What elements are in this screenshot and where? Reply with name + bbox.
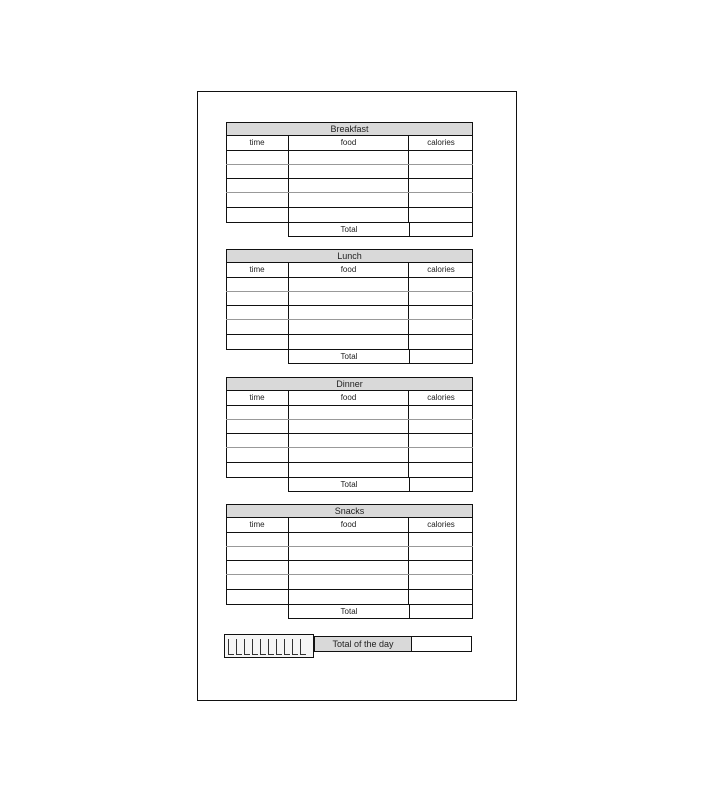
- meal-section-lunch: [226, 249, 473, 364]
- entry-row[interactable]: [226, 164, 473, 165]
- grid-line: [409, 605, 410, 618]
- grid-line: [472, 391, 473, 477]
- grid-line: [409, 223, 410, 236]
- column-header-calories: calories: [427, 520, 455, 529]
- column-header-row: [226, 391, 473, 406]
- grid-line: [226, 518, 227, 604]
- entry-row[interactable]: [226, 462, 473, 463]
- entry-row[interactable]: [226, 319, 473, 320]
- grid-line: [226, 263, 227, 349]
- grid-line: [409, 478, 410, 491]
- tick-mark: [292, 639, 298, 655]
- grid-line: [472, 263, 473, 349]
- entry-row[interactable]: [226, 207, 473, 208]
- grid-line: [226, 391, 227, 477]
- tick-mark: [300, 639, 306, 655]
- meal-title: Lunch: [226, 249, 473, 263]
- entry-row[interactable]: [226, 291, 473, 292]
- total-label: Total: [340, 607, 358, 616]
- total-label: Total: [340, 352, 358, 361]
- total-row: [288, 349, 473, 364]
- meal-section-snacks: [226, 504, 473, 619]
- entry-row[interactable]: [226, 178, 473, 179]
- tick-mark: [228, 639, 234, 655]
- grid-line: [408, 518, 409, 604]
- tick-mark: [284, 639, 290, 655]
- total-row: [288, 222, 473, 237]
- day-total-label: Total of the day: [314, 636, 412, 652]
- column-header-food: food: [340, 393, 357, 402]
- grid-line: [408, 136, 409, 222]
- tick-mark: [252, 639, 258, 655]
- column-header-calories: calories: [427, 393, 455, 402]
- entry-row[interactable]: [226, 546, 473, 547]
- grid-line: [288, 263, 289, 349]
- meal-grid: [226, 391, 473, 492]
- grid-line: [472, 518, 473, 604]
- meal-grid: [226, 136, 473, 237]
- meal-section-breakfast: [226, 122, 473, 237]
- meal-title: Breakfast: [226, 122, 473, 136]
- meal-grid: [226, 518, 473, 619]
- column-header-row: [226, 518, 473, 533]
- entry-row[interactable]: [226, 560, 473, 561]
- entry-row[interactable]: [226, 574, 473, 575]
- grid-line: [226, 136, 227, 222]
- day-total-value-field[interactable]: [412, 636, 472, 652]
- total-label: Total: [340, 225, 358, 234]
- column-header-food: food: [340, 520, 357, 529]
- column-header-time: time: [249, 393, 265, 402]
- entry-row[interactable]: [226, 589, 473, 590]
- total-label: Total: [340, 480, 358, 489]
- decorative-tick-strip: [224, 634, 314, 658]
- total-row: [288, 604, 473, 619]
- column-header-time: time: [249, 138, 265, 147]
- tick-mark: [260, 639, 266, 655]
- column-header-row: [226, 263, 473, 278]
- column-header-food: food: [340, 138, 357, 147]
- grid-line: [288, 518, 289, 604]
- tick-mark: [236, 639, 242, 655]
- day-total-row: [224, 634, 472, 658]
- entry-row[interactable]: [226, 334, 473, 335]
- grid-line: [472, 136, 473, 222]
- meal-title: Snacks: [226, 504, 473, 518]
- total-row: [288, 477, 473, 492]
- entry-row[interactable]: [226, 305, 473, 306]
- column-header-calories: calories: [427, 138, 455, 147]
- entry-row[interactable]: [226, 433, 473, 434]
- grid-line: [409, 350, 410, 363]
- grid-line: [408, 391, 409, 477]
- log-page: [197, 91, 517, 701]
- tick-mark: [276, 639, 282, 655]
- tick-mark: [244, 639, 250, 655]
- column-header-time: time: [249, 520, 265, 529]
- column-header-time: time: [249, 265, 265, 274]
- grid-line: [288, 136, 289, 222]
- column-header-food: food: [340, 265, 357, 274]
- entry-row[interactable]: [226, 192, 473, 193]
- tick-mark: [268, 639, 274, 655]
- meal-title: Dinner: [226, 377, 473, 391]
- column-header-calories: calories: [427, 265, 455, 274]
- column-header-row: [226, 136, 473, 151]
- grid-line: [408, 263, 409, 349]
- entry-row[interactable]: [226, 447, 473, 448]
- entry-row[interactable]: [226, 419, 473, 420]
- grid-line: [288, 391, 289, 477]
- meal-grid: [226, 263, 473, 364]
- meal-section-dinner: [226, 377, 473, 492]
